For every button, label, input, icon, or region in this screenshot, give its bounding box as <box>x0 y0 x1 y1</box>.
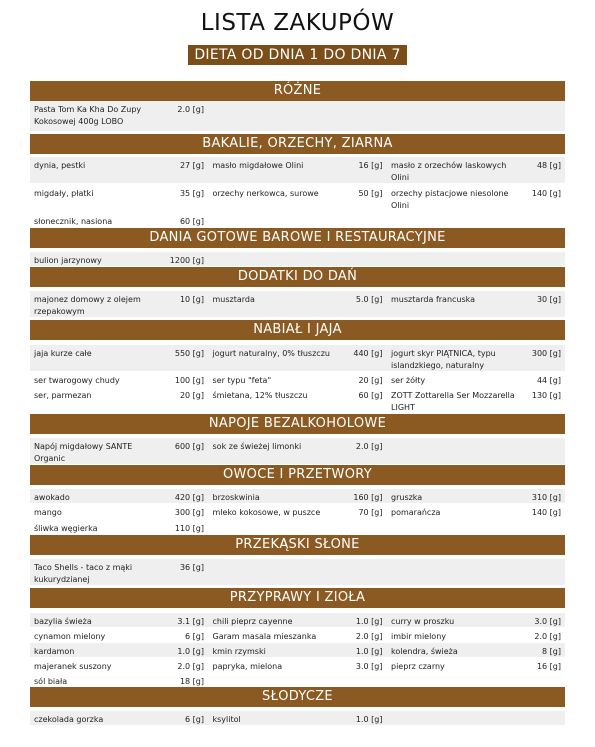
item-quantity: 3.1 [g] <box>177 617 204 626</box>
item-name: ser typu "feta" <box>212 376 272 385</box>
item-name: masło migdałowe Olini <box>212 161 304 170</box>
list-item <box>209 291 387 317</box>
empty-cell <box>209 213 387 227</box>
item-quantity: 160 [g] <box>353 493 383 502</box>
item-name: orzechy nerkowca, surowe <box>212 189 319 198</box>
item-row <box>30 213 565 227</box>
item-row <box>30 101 565 131</box>
list-item <box>30 658 208 672</box>
empty-cell <box>387 252 565 266</box>
list-item <box>209 185 387 211</box>
item-quantity: 30 [g] <box>536 295 561 304</box>
item-row <box>30 559 565 585</box>
list-item <box>209 504 387 518</box>
section-header: NAPOJE BEZALKOHOLOWE <box>30 414 565 434</box>
item-quantity: 1.0 [g] <box>355 715 383 724</box>
item-row <box>30 628 565 642</box>
page-title: LISTA ZAKUPÓW <box>200 10 395 36</box>
item-name: musztarda francuska <box>391 295 476 304</box>
item-name: ser żółty <box>391 376 426 385</box>
list-item <box>30 613 208 627</box>
item-quantity: 1.0 [g] <box>177 647 204 656</box>
item-quantity: 2.0 [g] <box>177 662 204 671</box>
item-name: pomarańcza <box>391 508 441 517</box>
list-item <box>30 673 208 687</box>
list-item <box>209 628 387 642</box>
item-quantity: 48 [g] <box>536 161 561 170</box>
item-row <box>30 711 565 725</box>
item-quantity: 110 [g] <box>174 524 204 533</box>
item-name: bazylia świeża <box>34 617 92 626</box>
item-name: imbir mielony <box>391 632 447 641</box>
list-item <box>209 613 387 627</box>
item-name: ser, parmezan <box>34 391 92 400</box>
empty-cell <box>209 101 387 131</box>
item-quantity: 20 [g] <box>358 376 383 385</box>
list-item <box>387 658 565 672</box>
item-row <box>30 613 565 627</box>
list-item <box>30 345 208 371</box>
list-item <box>30 520 208 534</box>
item-name: czekolada gorzka <box>34 715 104 724</box>
list-item <box>387 185 565 211</box>
item-row <box>30 185 565 211</box>
item-row <box>30 387 565 413</box>
item-name: sól biała <box>34 677 68 686</box>
section-header: PRZYPRAWY I ZIOŁA <box>30 588 565 608</box>
item-quantity: 27 [g] <box>179 161 204 170</box>
item-row <box>30 157 565 183</box>
item-quantity: 6 [g] <box>185 715 204 724</box>
section-header: OWOCE I PRZETWORY <box>30 465 565 485</box>
subtitle-wrap <box>0 44 595 65</box>
item-name: Taco Shells - taco z mąki kukurydzianej <box>34 563 133 584</box>
item-quantity: 70 [g] <box>358 508 383 517</box>
item-name: brzoskwinia <box>212 493 260 502</box>
list-item <box>209 372 387 386</box>
empty-cell <box>209 673 387 687</box>
list-item <box>30 157 208 183</box>
item-row <box>30 438 565 464</box>
list-item <box>30 101 208 131</box>
list-item <box>209 438 387 464</box>
item-quantity: 420 [g] <box>174 493 204 502</box>
item-quantity: 10 [g] <box>179 295 204 304</box>
item-quantity: 5.0 [g] <box>355 295 383 304</box>
list-item <box>387 643 565 657</box>
list-item <box>209 489 387 503</box>
section-header: RÓŻNE <box>30 81 565 101</box>
item-quantity: 50 [g] <box>358 189 383 198</box>
section-header: DODATKI DO DAŃ <box>30 267 565 287</box>
item-name: jaja kurze całe <box>34 349 92 358</box>
item-name: dynia, pestki <box>34 161 86 170</box>
list-item <box>30 213 208 227</box>
list-item <box>387 504 565 518</box>
item-name: śliwka węgierka <box>34 524 98 533</box>
list-item <box>30 628 208 642</box>
item-name: Pasta Tom Ka Kha Do Zupy Kokosowej 400g LOBO <box>34 105 142 126</box>
item-quantity: 3.0 [g] <box>534 617 561 626</box>
empty-cell <box>387 213 565 227</box>
list-item <box>209 387 387 413</box>
item-name: bulion jarzynowy <box>34 256 102 265</box>
item-name: majonez domowy z olejem rzepakowym <box>34 295 141 316</box>
list-item <box>209 345 387 371</box>
list-item <box>387 157 565 183</box>
item-name: sok ze świeżej limonki <box>212 442 302 451</box>
empty-cell <box>387 438 565 464</box>
item-quantity: 2.0 [g] <box>355 442 383 451</box>
list-item <box>30 711 208 725</box>
item-quantity: 130 [g] <box>531 391 561 400</box>
section-header: NABIAŁ I JAJA <box>30 320 565 340</box>
item-quantity: 44 [g] <box>536 376 561 385</box>
list-item <box>209 643 387 657</box>
item-name: słonecznik, nasiona <box>34 217 113 226</box>
empty-cell <box>387 520 565 534</box>
item-quantity: 16 [g] <box>358 161 383 170</box>
item-name: awokado <box>34 493 70 502</box>
item-name: kmin rzymski <box>212 647 266 656</box>
item-name: mango <box>34 508 62 517</box>
item-quantity: 36 [g] <box>179 563 204 572</box>
empty-cell <box>209 520 387 534</box>
list-item <box>387 372 565 386</box>
section-header: BAKALIE, ORZECHY, ZIARNA <box>30 134 565 154</box>
item-quantity: 60 [g] <box>179 217 204 226</box>
empty-cell <box>387 101 565 131</box>
list-item <box>30 559 208 585</box>
list-item <box>387 613 565 627</box>
item-row <box>30 673 565 687</box>
item-quantity: 3.0 [g] <box>355 662 383 671</box>
item-row <box>30 252 565 266</box>
item-name: curry w proszku <box>391 617 455 626</box>
item-name: Napój migdałowy SANTE Organic <box>34 442 133 463</box>
empty-cell <box>209 559 387 585</box>
item-row <box>30 643 565 657</box>
item-quantity: 440 [g] <box>353 349 383 358</box>
item-name: ser twarogowy chudy <box>34 376 120 385</box>
list-item <box>387 345 565 371</box>
empty-cell <box>209 252 387 266</box>
item-row <box>30 520 565 534</box>
list-item <box>30 372 208 386</box>
item-quantity: 20 [g] <box>179 391 204 400</box>
item-quantity: 300 [g] <box>174 508 204 517</box>
item-quantity: 310 [g] <box>531 493 561 502</box>
item-quantity: 35 [g] <box>179 189 204 198</box>
section-header: PRZEKĄSKI SŁONE <box>30 535 565 555</box>
item-quantity: 18 [g] <box>179 677 204 686</box>
list-item <box>387 489 565 503</box>
item-name: śmietana, 12% tłuszczu <box>212 391 308 400</box>
item-quantity: 2.0 [g] <box>177 105 204 114</box>
item-name: cynamon mielony <box>34 632 106 641</box>
item-name: musztarda <box>212 295 255 304</box>
list-item <box>209 157 387 183</box>
item-quantity: 2.0 [g] <box>355 632 383 641</box>
item-name: orzechy pistacjowe niesolone Olini <box>391 189 509 210</box>
list-item <box>30 504 208 518</box>
item-quantity: 1.0 [g] <box>355 647 383 656</box>
list-item <box>30 185 208 211</box>
item-quantity: 16 [g] <box>536 662 561 671</box>
item-quantity: 100 [g] <box>174 376 204 385</box>
list-item <box>30 252 208 266</box>
item-row <box>30 504 565 518</box>
item-name: chili pieprz cayenne <box>212 617 293 626</box>
list-item <box>387 628 565 642</box>
list-item <box>209 711 387 725</box>
list-item <box>387 291 565 317</box>
list-item <box>30 387 208 413</box>
item-name: Garam masala mieszanka <box>212 632 317 641</box>
item-name: pieprz czarny <box>391 662 445 671</box>
list-item <box>209 658 387 672</box>
item-quantity: 300 [g] <box>531 349 561 358</box>
empty-cell <box>387 711 565 725</box>
item-name: papryka, mielona <box>212 662 283 671</box>
item-name: migdały, płatki <box>34 189 94 198</box>
empty-cell <box>387 559 565 585</box>
item-row <box>30 291 565 317</box>
item-quantity: 2.0 [g] <box>534 632 561 641</box>
item-quantity: 6 [g] <box>185 632 204 641</box>
item-name: kolendra, świeża <box>391 647 458 656</box>
item-quantity: 550 [g] <box>174 349 204 358</box>
item-name: ZOTT Zottarella Ser Mozzarella LIGHT <box>391 391 515 412</box>
item-quantity: 1200 [g] <box>169 256 204 265</box>
item-quantity: 140 [g] <box>531 189 561 198</box>
list-item <box>30 489 208 503</box>
section-header: SŁODYCZE <box>30 687 565 707</box>
section-header: DANIA GOTOWE BAROWE I RESTAURACYJNE <box>30 228 565 248</box>
item-quantity: 1.0 [g] <box>355 617 383 626</box>
item-row <box>30 489 565 503</box>
list-item <box>387 387 565 413</box>
item-name: ksylitol <box>212 715 241 724</box>
item-quantity: 600 [g] <box>174 442 204 451</box>
diet-range-subtitle: DIETA OD DNIA 1 DO DNIA 7 <box>188 45 406 65</box>
item-quantity: 60 [g] <box>358 391 383 400</box>
list-item <box>30 291 208 317</box>
list-item <box>30 438 208 464</box>
empty-cell <box>387 673 565 687</box>
item-row <box>30 345 565 371</box>
item-name: majeranek suszony <box>34 662 112 671</box>
list-item <box>30 643 208 657</box>
item-quantity: 140 [g] <box>531 508 561 517</box>
item-name: jogurt naturalny, 0% tłuszczu <box>212 349 330 358</box>
item-name: masło z orzechów laskowych Olini <box>391 161 507 182</box>
item-quantity: 8 [g] <box>542 647 561 656</box>
item-name: gruszka <box>391 493 423 502</box>
item-row <box>30 372 565 386</box>
item-row <box>30 658 565 672</box>
item-name: kardamon <box>34 647 75 656</box>
item-name: mleko kokosowe, w puszce <box>212 508 321 517</box>
item-name: jogurt skyr PIĄTNICA, typu islandzkiego, naturalny <box>391 349 496 370</box>
